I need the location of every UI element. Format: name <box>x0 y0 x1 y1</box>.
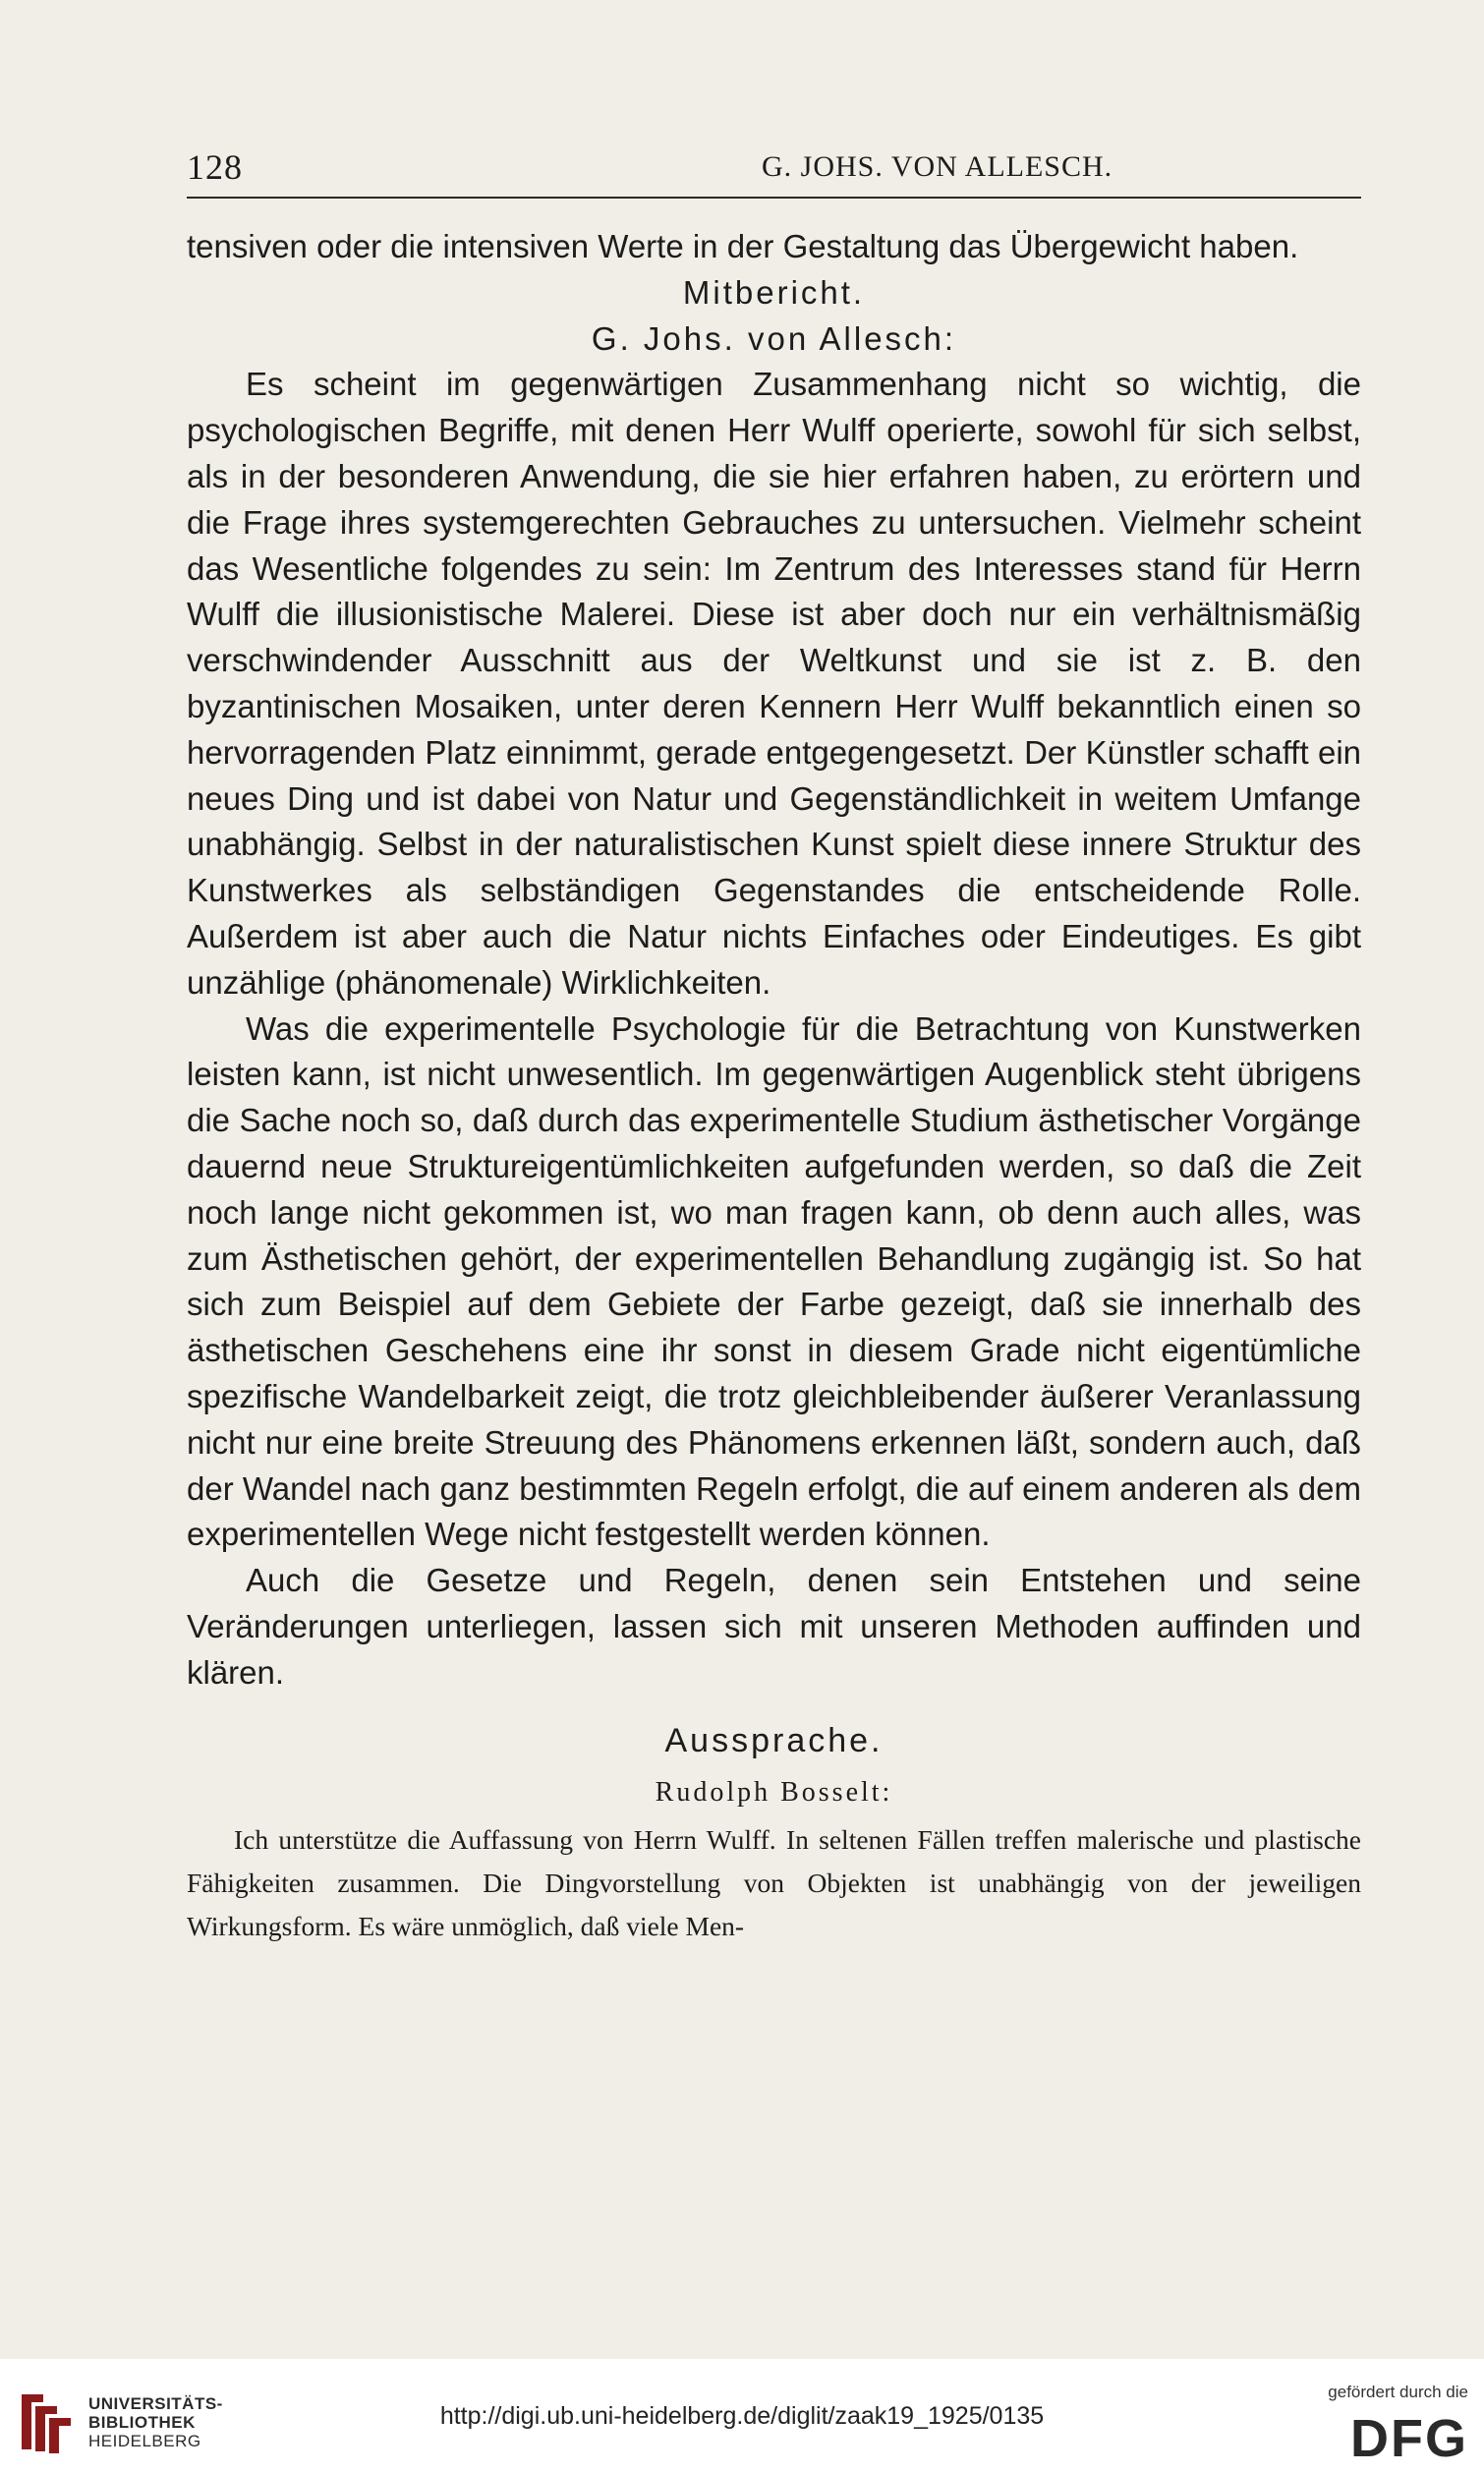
dfg-logo: DFG <box>1350 2409 1468 2468</box>
paragraph-2: Was die experimentelle Psychologie für die Betrachtung von Kunstwerken leisten kann, ist nicht unwesentlich. Im gegenwärtigen Augenblick steht übrigens die Sache noch so, daß durch das experimentelle Studium ästhetischer Vorgänge dauernd neue Struktureigentümlichkeiten aufgefunden werden, so daß die Zeit noch lange nicht gekommen ist, wo man fragen kann, ob denn auch alles, was zum Ästhetischen gehört, der experimentellen Behandlung zugängig ist. So hat sich zum Beispiel auf dem Gebiete der Farbe gezeigt, daß sie innerhalb des ästhetischen Geschehens eine ihr sonst in diesem Grade nicht eigentümliche spezifische Wandelbarkeit zeigt, die trotz gleichbleibender äußerer Veranlassung nicht nur eine breite Streuung des Phänomens erkennen läßt, sondern auch, daß der Wandel nach ganz bestimmten Regeln erfolgt, die auf einem anderen als dem experimentellen Wege nicht festgestellt werden können. <box>187 1009 1361 1553</box>
permalink-url[interactable]: http://digi.ub.uni-heidelberg.de/diglit/zaak19_1925/0135 <box>439 2402 1045 2430</box>
institution-line-3: HEIDELBERG <box>88 2432 201 2450</box>
paragraph-1: Es scheint im gegenwärtigen Zusammenhang nicht so wichtig, die psychologischen Begriffe, mit denen Herr Wulff operierte, sowohl für sich selbst, als in der besonderen Anwendung, die sie hier erfahren haben, zu erörtern und die Frage ihres systemgerechten Gebrauches zu untersuchen. Vielmehr scheint das Wesentliche folgendes zu sein: Im Zentrum des Interesses stand für Herrn Wulff die illusionistische Malerei. Diese ist aber doch nur ein verhältnismäßig verschwindender Ausschnitt aus der Weltkunst und sie ist z. B. den byzantinischen Mosaiken, unter deren Kennern Herr Wulff bekanntlich einen so hervorragenden Platz einnimmt, gerade entgegengesetzt. Der Künstler schafft ein neues Ding und ist dabei von Natur und Gegenständlichkeit in weitem Umfange unabhängig. Selbst in der naturalistischen Kunst spielt diese innere Struktur des Kunstwerkes als selbständigen Gegenstandes die entscheidende Rolle. Außerdem ist aber auch die Natur nichts Einfaches oder Eindeutiges. Es gibt unzählige (phänomenale) Wirklichkeiten. <box>187 366 1361 1001</box>
institution-line-1: UNIVERSITÄTS- <box>88 2394 223 2413</box>
institution-line-2: BIBLIOTHEK <box>88 2413 196 2432</box>
page-header <box>187 147 1361 199</box>
opening-fragment: tensiven oder die intensiven Werte in der Gestaltung das Übergewicht haben. <box>187 228 1299 264</box>
section-title: Mitbericht. <box>682 273 866 311</box>
speaker-name: G. Johs. von Allesch: <box>591 319 957 357</box>
paragraph-3: Auch die Gesetze und Regeln, denen sein Entstehen und seine Veränderungen unterliegen, lassen sich mit unseren Methoden auffinden und klären. <box>187 1562 1361 1691</box>
running-head: G. JOHS. VON ALLESCH. <box>762 150 1113 183</box>
page-number: 128 <box>187 147 243 187</box>
small-paragraph: Ich unterstütze die Auffassung von Herrn Wulff. In seltenen Fällen treffen malerische und plastische Fähigkeiten zusammen. Die Dingvorstellung von Objekten ist unabhängig von der jeweiligen Wirkungsform. Es wäre unmöglich, daß viele Men- <box>187 1824 1361 1942</box>
funded-by-label: gefördert durch die <box>1328 2383 1468 2401</box>
second-section-title: Aussprache. <box>664 1721 884 1759</box>
viewer-footer <box>0 2359 1484 2473</box>
second-speaker-name: Rudolph Bosselt: <box>655 1777 893 1809</box>
page-body <box>187 224 1361 1948</box>
